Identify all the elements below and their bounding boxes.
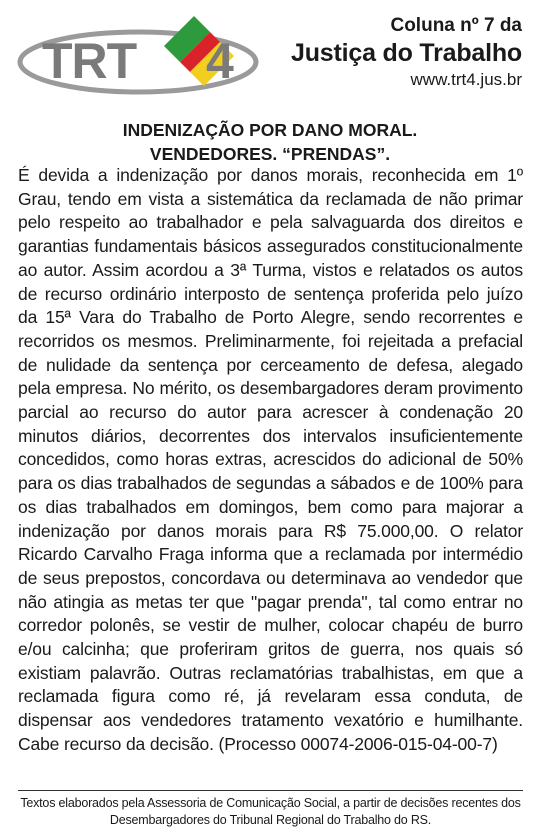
headline bbox=[0, 118, 540, 166]
site-url[interactable]: www.trt4.jus.br bbox=[410, 70, 522, 89]
column-label: Coluna nº 7 da bbox=[390, 15, 522, 36]
trt4-logo bbox=[14, 12, 266, 102]
svg-text:TRT: TRT bbox=[42, 33, 137, 89]
article-body: É devida a indenização por danos morais, reconhecida em 1º Grau, tendo em vista a sistemática da reclamada de não primar pelo respeito ao trabalhador e pela salvaguarda dos direitos e garantias fundamentais básicos assegurados constitucionalmente ao autor. Assim acordou a 3ª Turma, vistos e relatados os autos de recurso ordinário interposto de sentença proferida pelo juízo da 15ª Vara do Trabalho de Porto Alegre, sendo recorrentes e recorridos os mesmos. Preliminarmente, foi rejeitada a prefacial de nulidade da sentença por cerceamento de defesa, alegado pela empresa. No mérito, os desembargadores deram provimento parcial ao recurso do autor para acrescer à condenação 20 minutos diários, decorrentes dos intervalos insuficientemente concedidos, como horas extras, acrescidos do adicional de 50% para os dias trabalhados de segundas a sábados e de 100% para os dias trabalhados em domingos, bem como para majorar a indenização por danos morais para R$ 75.000,00. O relator Ricardo Carvalho Fraga informa que a reclamada por intermédio de seus prepostos, concordava ou determinava ao vendedor que não atingia as metas ter que "pagar prenda", tal como entrar no corredor polonês, se vestir de mulher, colocar chapéu de burro e/ou calcinha; que proferiram gritos de guerra, nos quais só existiam palavrão. Outras reclamatórias trabalhistas, em que a reclamada figura como ré, já revelaram essa conduta, de dispensar aos vendedores tratamento vexatório e humilhante. Cabe recurso da decisão. (Processo 00074-2006-015-04-00-7) bbox=[18, 165, 523, 754]
headline-line-2: VENDEDORES. “PRENDAS”. bbox=[149, 144, 391, 164]
footer-divider bbox=[18, 790, 523, 791]
headline-line-1: INDENIZAÇÃO POR DANO MORAL. bbox=[122, 120, 418, 140]
footer-note: Textos elaborados pela Assessoria de Comunicação Social, a partir de decisões recentes dos Desembargadores do Tribunal Regional do Trabalho do RS. bbox=[20, 796, 521, 827]
masthead bbox=[291, 14, 522, 92]
header bbox=[0, 0, 540, 108]
svg-text:4: 4 bbox=[206, 33, 234, 89]
publication-title: Justiça do Trabalho bbox=[291, 39, 522, 67]
